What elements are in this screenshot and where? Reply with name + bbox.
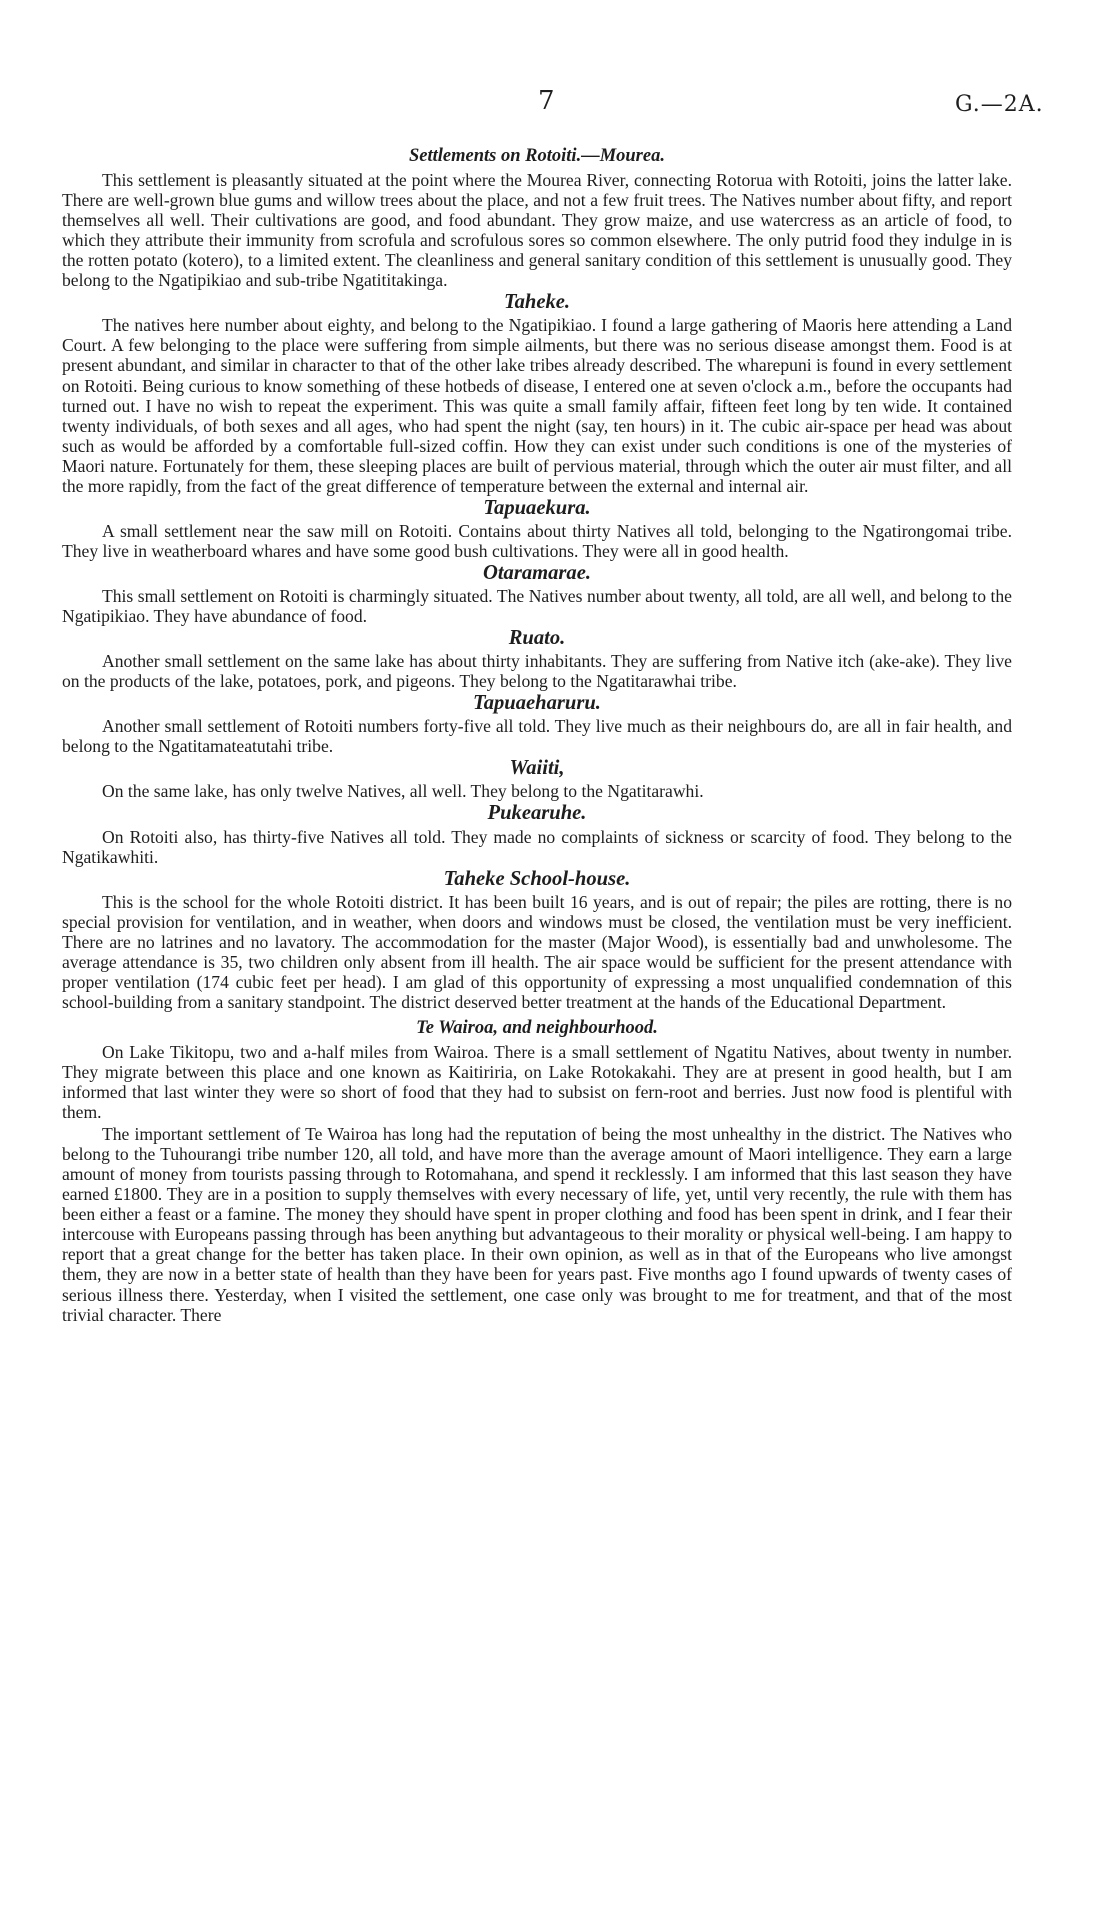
section-heading: Otaramarae. [482,561,592,584]
section-heading: Tapuaekura. [483,496,591,519]
paragraph: On the same lake, has only twelve Natives, all well. They belong to the Ngatitarawhi. [102,781,704,802]
paragraph: The natives here number about eighty, and belong to the Ngatipikiao. I found a large gathering of Maoris here attending a Land Court. A few belonging to the place were suffering from simple ailments, but there was no serious disease amongst them. Food is at present abundant, and similar in character to that of the other lake tribes already described. The wharepuni is found in every settlement on Rotoiti. Being curious to know something of these hotbeds of disease, I entered one at seven o'clock a.m., before the occupants had turned out. I have no wish to repeat the experiment. This was quite a small family affair, fifteen feet long by ten wide. It contained twenty individuals, of both sexes and all ages, who had spent the night (say, ten hours) in it. The cubic air-space per head was about such as would be afforded by a comfortable full-sized coffin. How they can exist under such conditions is one of the mysteries of Maori nature. Fortunately for them, these sleeping places are built of pervious material, through which the outer air must filter, and all the more rapidly, from the fact of the great difference of temperature between the external and internal air. [62,315,1012,496]
paragraph: This settlement is pleasantly situated at the point where the Mourea River, connecting Rotorua with Rotoiti, joins the latter lake. There are well-grown blue gums and willow trees about the place, and not a few fruit trees. The Natives number about fifty, and report themselves all well. Their cultivations are good, and food abundant. They grow maize, and use watercress as an article of food, to which they attribute their immunity from scrofula and scrofulous sores so common elsewhere. The only putrid food they indulge in is the rotten potato (kotero), to a limited extent. The cleanliness and general sanitary condition of this settlement is unusually good. They belong to the Ngatipikiao and sub-tribe Ngatititakinga. [62,170,1012,291]
section-heading: Te Wairoa, and neighbourhood. [416,1017,658,1038]
paragraph: This is the school for the whole Rotoiti district. It has been built 16 years, and is out of repair; the piles are rotting, there is no special provision for ventilation, and in weather, when doors and windows must be closed, the ventilation must be very inefficient. There are no latrines and no lavatory. The accommodation for the master (Major Wood), is essentially bad and unwholesome. The average attendance is 35, two children only absent from ill health. The air space would be sufficient for the present attendance with proper ventilation (174 cubic feet per head). I am glad of this opportunity of expressing a most unqualified condemnation of this school-building from a sanitary standpoint. The district deserved better treatment at the hands of the Educational Department. [62,891,1012,1012]
section-heading: Settlements on Rotoiti.—Mourea. [409,146,665,166]
paragraph: On Rotoiti also, has thirty-five Natives all told. They made no complaints of sickness or scarcity of food. They belong to the Ngatikawhiti. [62,826,1012,867]
section-heading: Tapuaeharuru. [473,692,601,715]
section-heading: Waiiti, [509,757,565,780]
section-heading: Pukearuhe. [487,802,587,825]
page-number: 7 [538,86,555,116]
paragraph: This small settlement on Rotoiti is charmingly situated. The Natives number about twenty, all told, are all well, and belong to the Ngatipikiao. They have abundance of food. [62,585,1012,627]
paragraph: Another small settlement on the same lake has about thirty inhabitants. They are suffering from Native itch (ake-ake). They live on the products of the lake, potatoes, pork, and pigeons. They belong to the Ngatitarawhai tribe. [62,651,1012,692]
paragraph: The important settlement of Te Wairoa has long had the reputation of being the most unhealthy in the district. The Natives who belong to the Tuhourangi tribe number 120, all told, and have more than the average amount of Maori intelligence. They earn a large amount of money from tourists passing through to Rotomahana, and spend it recklessly. I am informed that this last season they have earned £1800. They are in a position to supply themselves with every necessary of life, yet, until very recently, the rule with them has been either a feast or a famine. The money they should have spent in proper clothing and food has been spent in drink, and I fear their intercouse with Europeans passing through has been anything but advantageous to their morality or physical well-being. I am happy to report that a great change for the better has taken place. In their own opinion, as well as in that of the Europeans who live amongst them, they are now in a better state of health than they have been for years past. Five months ago I found upwards of twenty cases of serious illness there. Yesterday, when I visited the settlement, one case only was brought to me for treatment, and that of the most trivial character. There [62,1124,1012,1325]
section-heading: Ruato. [508,627,566,650]
paragraph: A small settlement near the saw mill on Rotoiti. Contains about thirty Natives all told, belonging to the Ngatirongomai tribe. They live in weatherboard whares and have some good bush cultivations. They were all in good health. [62,520,1012,561]
section-heading: Taheke School-house. [443,867,631,890]
document-body [62,140,1012,1327]
paragraph: Another small settlement of Rotoiti numbers forty-five all told. They live much as their neighbours do, are all in fair health, and belong to the Ngatitamateatutahi tribe. [62,716,1012,757]
document-code: G.—2A. [955,92,1044,117]
section-heading: Taheke. [503,291,571,314]
paragraph: On Lake Tikitopu, two and a-half miles from Wairoa. There is a small settlement of Ngatitu Natives, about twenty in number. They migrate between this place and one known as Kaitiriria, on Lake Rotokakahi. They are at present in good health, but I am informed that last winter they were so short of food that they had to subsist on fern-root and berries. Just now food is plentiful with them. [62,1041,1012,1123]
